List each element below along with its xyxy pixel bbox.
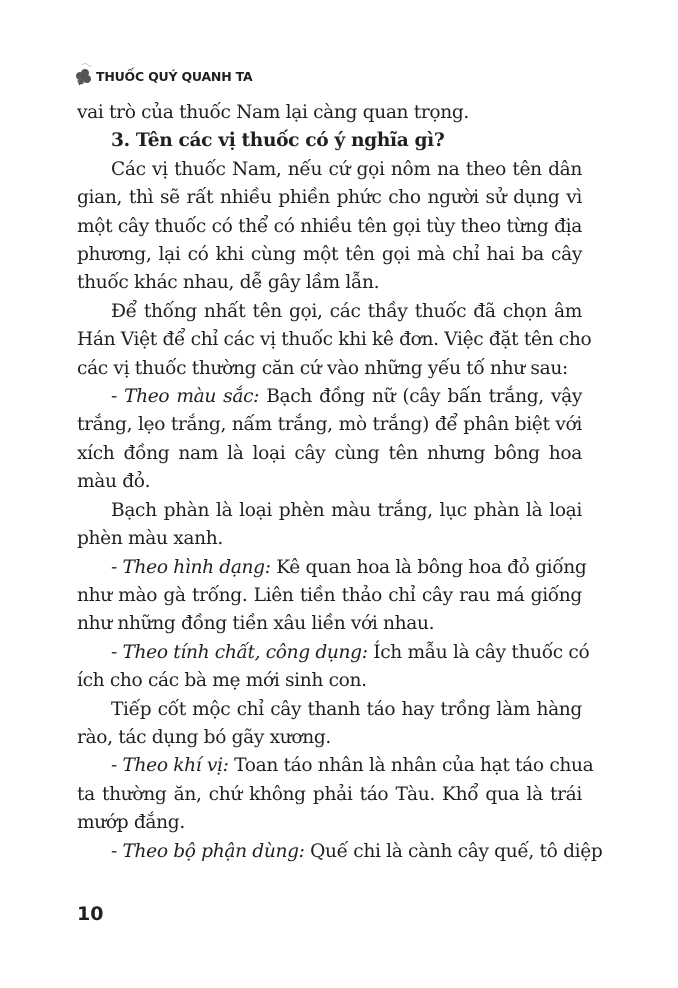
- line-text: Kê quan hoa là bông hoa đỏ giống: [270, 556, 587, 578]
- text-line: [77, 156, 582, 184]
- paragraph: [77, 156, 582, 298]
- text-line: [77, 127, 582, 155]
- line-text: như mào gà trống. Liên tiền thảo chỉ cây rau má giống: [77, 584, 582, 606]
- category-lead: - Theo tính chất, công dụng:: [111, 641, 368, 663]
- text-line: [77, 440, 582, 468]
- line-text: Ích mẫu là cây thuốc có: [367, 641, 590, 663]
- text-line: [77, 639, 590, 667]
- line-text: trắng, lẹo trắng, nấm trắng, mò trắng) để phân biệt với: [77, 414, 582, 436]
- paragraph: [77, 696, 582, 753]
- section-heading: [77, 127, 582, 155]
- line-text: một cây thuốc có thể có nhiều tên gọi tùy theo từng địa: [77, 215, 582, 237]
- category-lead: - Theo hình dạng:: [111, 556, 271, 578]
- line-text: gian, thì sẽ rất nhiều phiền phức cho người sử dụng vì: [77, 187, 582, 209]
- paragraph: [77, 298, 592, 383]
- text-line: [77, 582, 582, 610]
- paragraph: [77, 554, 587, 639]
- book-title: THUỐC QUÝ QUANH TA: [96, 69, 253, 84]
- line-text: như những đồng tiền xâu liền với nhau.: [77, 613, 435, 635]
- line-text: màu đỏ.: [77, 471, 151, 493]
- text-line: [77, 468, 582, 496]
- body-text: [77, 99, 603, 866]
- paragraph: [77, 752, 594, 837]
- paragraph: [77, 99, 582, 127]
- text-line: [77, 99, 582, 127]
- line-text: thuốc khác nhau, dễ gây lầm lẫn.: [77, 272, 380, 294]
- line-text: phương, lại có khi cùng một tên gọi mà chỉ hai ba cây: [77, 244, 582, 266]
- line-text: 3. Tên các vị thuốc có ý nghĩa gì?: [111, 130, 445, 152]
- line-text: Toan táo nhân là nhân của hạt táo chua: [228, 755, 594, 777]
- text-line: [77, 809, 582, 837]
- page-number: 10: [77, 903, 104, 925]
- line-text: vai trò của thuốc Nam lại càng quan trọng.: [77, 102, 469, 123]
- line-text: Tiếp cốt mộc chỉ cây thanh táo hay trồng làm hàng: [111, 698, 582, 720]
- paragraph: [77, 497, 582, 554]
- category-lead: - Theo bộ phận dùng:: [111, 840, 305, 862]
- line-text: rào, tác dụng bó gãy xương.: [77, 726, 331, 748]
- text-line: [77, 752, 594, 780]
- text-line: [77, 241, 582, 269]
- text-line: [77, 838, 603, 866]
- category-lead: - Theo khí vị:: [111, 755, 229, 777]
- category-lead: - Theo màu sắc:: [111, 386, 260, 408]
- text-line: [77, 497, 582, 525]
- text-line: [77, 411, 582, 439]
- line-text: phèn màu xanh.: [77, 528, 223, 550]
- running-header: [73, 62, 252, 86]
- paragraph: [77, 639, 590, 696]
- line-text: Bạch phàn là loại phèn màu trắng, lục phàn là loại: [111, 499, 582, 521]
- line-text: ích cho các bà mẹ mới sinh con.: [77, 670, 367, 692]
- line-text: Để thống nhất tên gọi, các thầy thuốc đã chọn âm: [111, 300, 582, 322]
- line-text: các vị thuốc thường căn cứ vào những yếu tố như sau:: [77, 357, 568, 379]
- text-line: [77, 610, 582, 638]
- text-line: [77, 298, 582, 326]
- text-line: [77, 696, 582, 724]
- line-text: Các vị thuốc Nam, nếu cứ gọi nôm na theo tên dân: [111, 158, 582, 180]
- line-text: Bạch đồng nữ (cây bấn trắng, vậy: [259, 386, 582, 408]
- line-text: Hán Việt để chỉ các vị thuốc khi kê đơn. Việc đặt tên cho: [77, 329, 592, 351]
- text-line: [77, 326, 592, 354]
- text-line: [77, 383, 582, 411]
- paragraph: [77, 383, 582, 497]
- text-line: [77, 724, 582, 752]
- text-line: [77, 554, 587, 582]
- text-line: [77, 525, 582, 553]
- text-line: [77, 269, 582, 297]
- text-line: [77, 781, 582, 809]
- line-text: ta thường ăn, chứ không phải táo Tàu. Khổ qua là trái: [77, 783, 582, 805]
- line-text: mướp đắng.: [77, 812, 185, 834]
- text-line: [77, 355, 582, 383]
- paragraph: [77, 838, 603, 866]
- line-text: Quế chi là cành cây quế, tô diệp: [304, 840, 603, 862]
- clover-icon: [73, 62, 95, 86]
- line-text: xích đồng nam là loại cây cùng tên nhưng bông hoa: [77, 442, 582, 464]
- text-line: [77, 213, 582, 241]
- text-line: [77, 667, 582, 695]
- text-line: [77, 184, 582, 212]
